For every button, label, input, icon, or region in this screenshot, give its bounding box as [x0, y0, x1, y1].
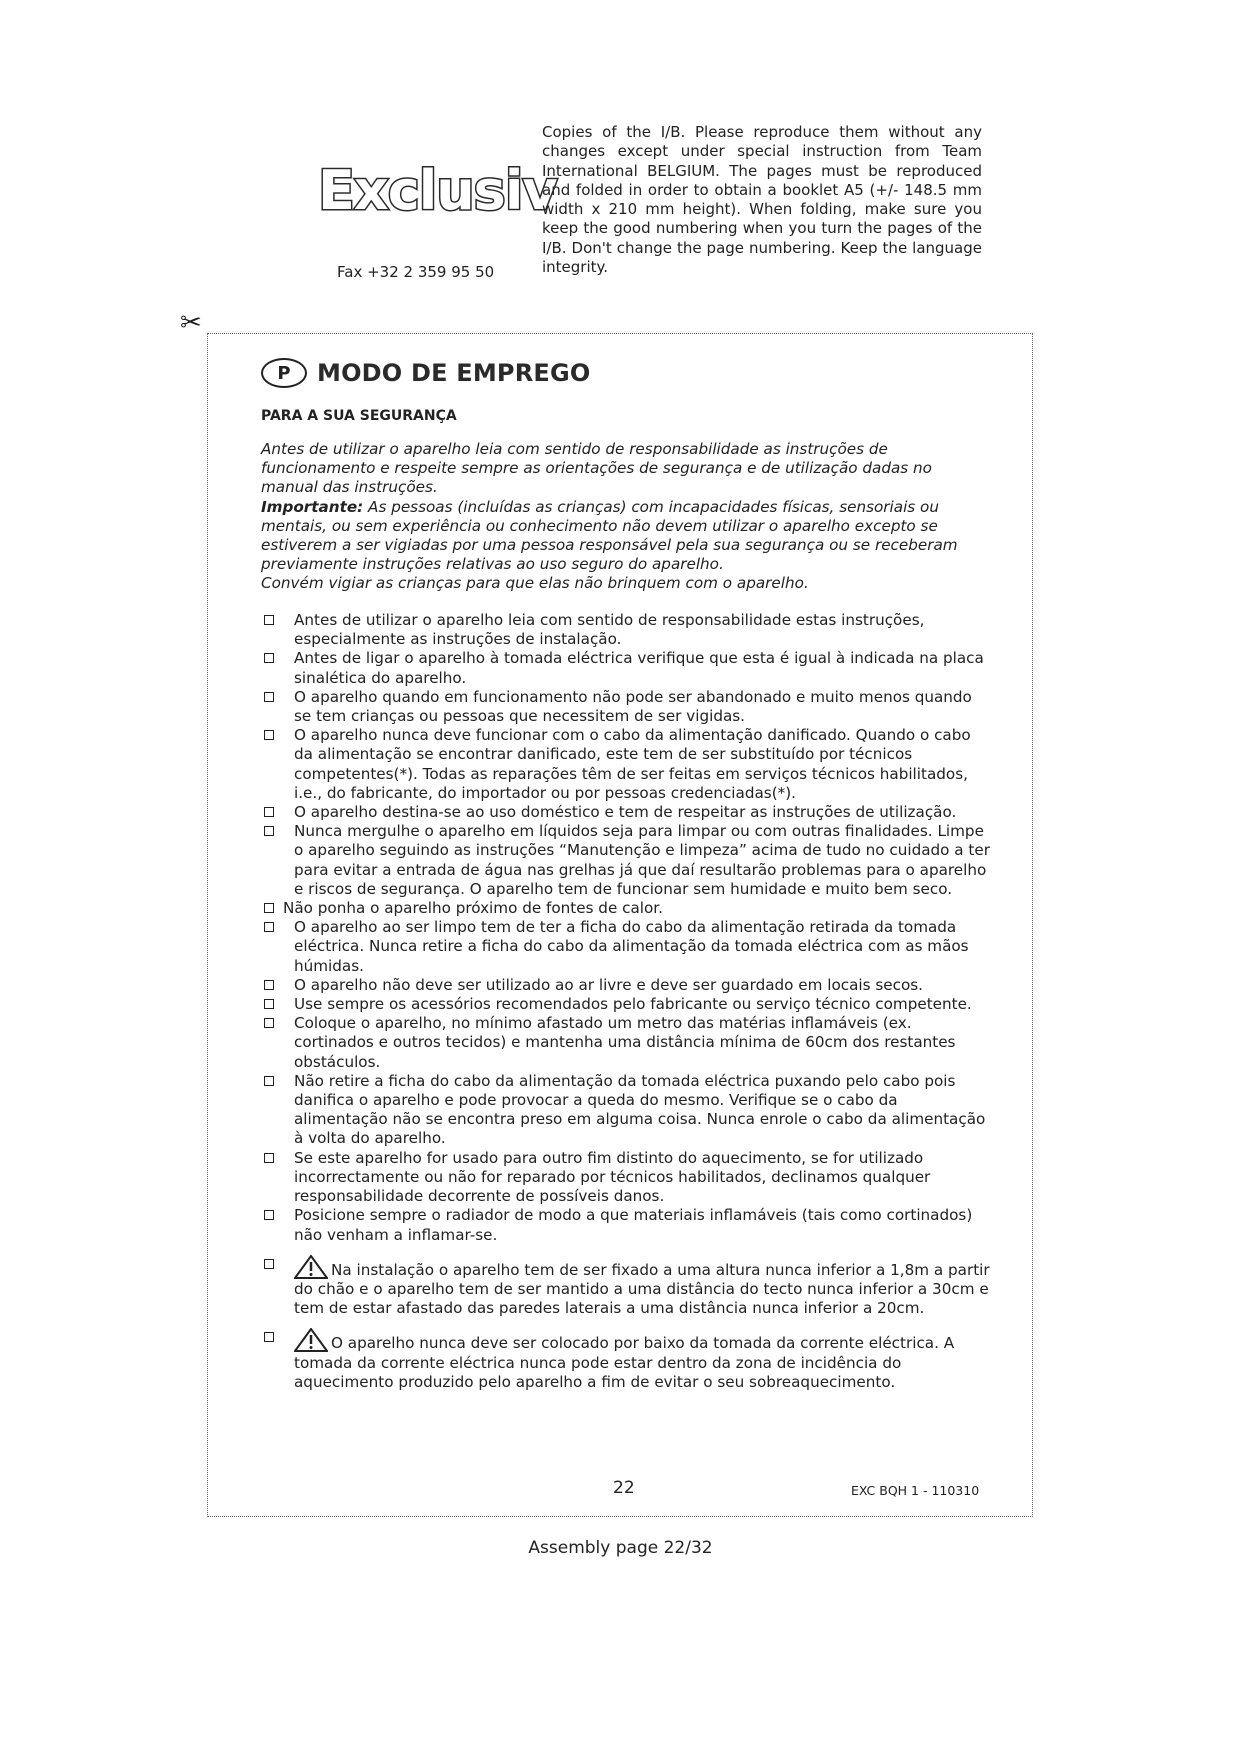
list-item [261, 899, 991, 918]
fax-number: Fax +32 2 359 95 50 [337, 263, 495, 281]
list-item-text: O aparelho ao ser limpo tem de ter a ficha do cabo da alimentação retirada da tomada eléctrica. Nunca retire a ficha do cabo da alimentação da tomada eléctrica com as mãos húmidas. [294, 918, 969, 975]
page-title: MODO DE EMPREGO [317, 359, 591, 387]
assembly-page-label: Assembly page 22/32 [528, 1538, 713, 1558]
list-item [261, 726, 991, 803]
list-item-text: Na instalação o aparelho tem de ser fixado a uma altura nunca inferior a 1,8m a partir do chão e o aparelho tem de ser mantido a uma distância do tecto nunca inferior a 30cm e tem de estar afastado das paredes laterais a uma distância nunca inferior a 20cm. [294, 1260, 990, 1318]
list-item-text: Antes de ligar o aparelho à tomada eléctrica verifique que esta é igual à indicada na placa sinalética do aparelho. [294, 649, 984, 687]
list-item-text: O aparelho nunca deve ser colocado por baixo da tomada da corrente eléctrica. A tomada da corrente eléctrica nunca pode estar dentro da zona de incidência do aquecimento produzido pelo aparelho a fim de evitar o seu sobreaquecimento. [294, 1334, 955, 1391]
important-paragraph [261, 498, 981, 575]
checkbox-bullet-icon [264, 980, 274, 990]
important-label: Importante: [261, 497, 364, 516]
list-item-text: Se este aparelho for usado para outro fim distinto do aquecimento, se for utilizado incorrectamente ou não for reparado por técnicos habilitados, declinamos qualquer responsabilidade decorrente de possíveis danos. [294, 1148, 931, 1206]
warning-triangle-icon [294, 1255, 328, 1279]
list-item [261, 611, 991, 649]
children-note: Convém vigiar as crianças para que elas não brinquem com o aparelho. [261, 574, 809, 593]
list-item-text: O aparelho quando em funcionamento não pode ser abandonado e muito menos quando se tem crianças ou pessoas que necessitem de ser vigidas. [294, 687, 972, 726]
checkbox-bullet-icon [264, 903, 274, 913]
list-item-text: Antes de utilizar o aparelho leia com sentido de responsabilidade estas instruções, especialmente as instruções de instalação. [294, 611, 925, 649]
page-number: 22 [613, 1478, 635, 1498]
checkbox-bullet-icon [264, 1076, 274, 1086]
list-item-text: O aparelho destina-se ao uso doméstico e tem de respeitar as instruções de utilização. [294, 803, 957, 822]
list-item-text: O aparelho nunca deve funcionar com o cabo da alimentação danificado. Quando o cabo da alimentação se encontrar danificado, este tem de ser substituído por técnicos competentes(*). Todas as reparações têm de ser feitas em serviços técnicos habilitados, i.e., do fabricante, do importador ou por pessoas credenciadas(*). [294, 726, 971, 802]
checkbox-bullet-icon [264, 1018, 274, 1028]
language-badge: P [261, 358, 307, 388]
list-item [261, 976, 991, 995]
checkbox-bullet-icon [264, 730, 274, 740]
list-item-text: Nunca mergulhe o aparelho em líquidos seja para limpar ou com outras finalidades. Limpe o aparelho seguindo as instruções “Manutenção e limpeza” acima de tudo no cuidado a ter para evitar a entrada de água nas grelhas já que daí resultarão problemas para o aparelho e riscos de segurança. O aparelho tem de funcionar sem humidade e muito bem seco. [294, 822, 990, 898]
warning-triangle-icon [294, 1328, 328, 1352]
list-item [261, 649, 991, 687]
scissors-icon: ✂ [180, 308, 202, 338]
checkbox-bullet-icon [264, 826, 274, 836]
list-item [261, 1206, 991, 1244]
list-item [261, 918, 991, 976]
list-item-text: Não retire a ficha do cabo da alimentação da tomada eléctrica puxando pelo cabo pois danifica o aparelho e pode provocar a queda do mesmo. Verifique se o cabo da alimentação não se encontra preso em alguma coisa. Nunca enrole o cabo da alimentação à volta do aparelho. [294, 1071, 986, 1148]
checkbox-bullet-icon [264, 1332, 274, 1342]
intro-block [261, 440, 981, 594]
list-item-text: Use sempre os acessórios recomendados pelo fabricante ou serviço técnico competente. [294, 995, 972, 1014]
list-item-text: Posicione sempre o radiador de modo a que materiais inflamáveis (tais como cortinados) não venham a inflamar-se. [294, 1206, 973, 1244]
list-item-text: O aparelho não deve ser utilizado ao ar livre e deve ser guardado em locais secos. [294, 975, 924, 994]
checkbox-bullet-icon [264, 999, 274, 1009]
intro-paragraph: Antes de utilizar o aparelho leia com sentido de responsabilidade as instruções de funcionamento e respeite sempre as orientações de segurança e de utilização dadas no manual das instruções. [261, 440, 932, 497]
checkbox-bullet-icon [264, 807, 274, 817]
list-item-text: Coloque o aparelho, no mínimo afastado um metro das matérias inflamáveis (ex. cortinados e outros tecidos) e mantenha uma distância mínima de 60cm dos restantes obstáculos. [294, 1014, 956, 1071]
important-text: As pessoas (incluídas as crianças) com incapacidades físicas, sensoriais ou mentais, ou sem experiência ou conhecimento não devem utilizar o aparelho excepto se estiverem a ser vigiadas por uma pessoa responsável pela sua segurança ou se receberam previamente instruções relativas ao uso seguro do aparelho. [261, 497, 958, 574]
safety-list [261, 611, 991, 1392]
warning-list-item [261, 1328, 991, 1392]
document-code: EXC BQH 1 - 110310 [851, 1483, 980, 1498]
reproduction-note: Copies of the I/B. Please reproduce them without any changes except under special instruction from Team International BELGIUM. The pages must be reproduced and folded in order to obtain a booklet A5 (+/- 148.5 mm width x 210 mm height). When folding, make sure you keep the good numbering when you turn the pages of the I/B. Don't change the page numbering. Keep the language integrity. [542, 123, 982, 277]
checkbox-bullet-icon [264, 692, 274, 702]
section-title: PARA A SUA SEGURANÇA [261, 408, 457, 424]
list-item [261, 688, 991, 726]
checkbox-bullet-icon [264, 1259, 274, 1269]
checkbox-bullet-icon [264, 615, 274, 625]
list-item [261, 1014, 991, 1072]
checkbox-bullet-icon [264, 1210, 274, 1220]
list-item-text: Não ponha o aparelho próximo de fontes de calor. [283, 899, 663, 918]
brand-logo: Exclusiv [318, 159, 557, 222]
list-item [261, 1149, 991, 1207]
list-item [261, 822, 991, 899]
list-item [261, 803, 991, 822]
checkbox-bullet-icon [264, 653, 274, 663]
list-item [261, 1072, 991, 1149]
checkbox-bullet-icon [264, 922, 274, 932]
warning-list-item [261, 1255, 991, 1319]
list-item [261, 995, 991, 1014]
manual-heading [261, 356, 590, 390]
checkbox-bullet-icon [264, 1153, 274, 1163]
